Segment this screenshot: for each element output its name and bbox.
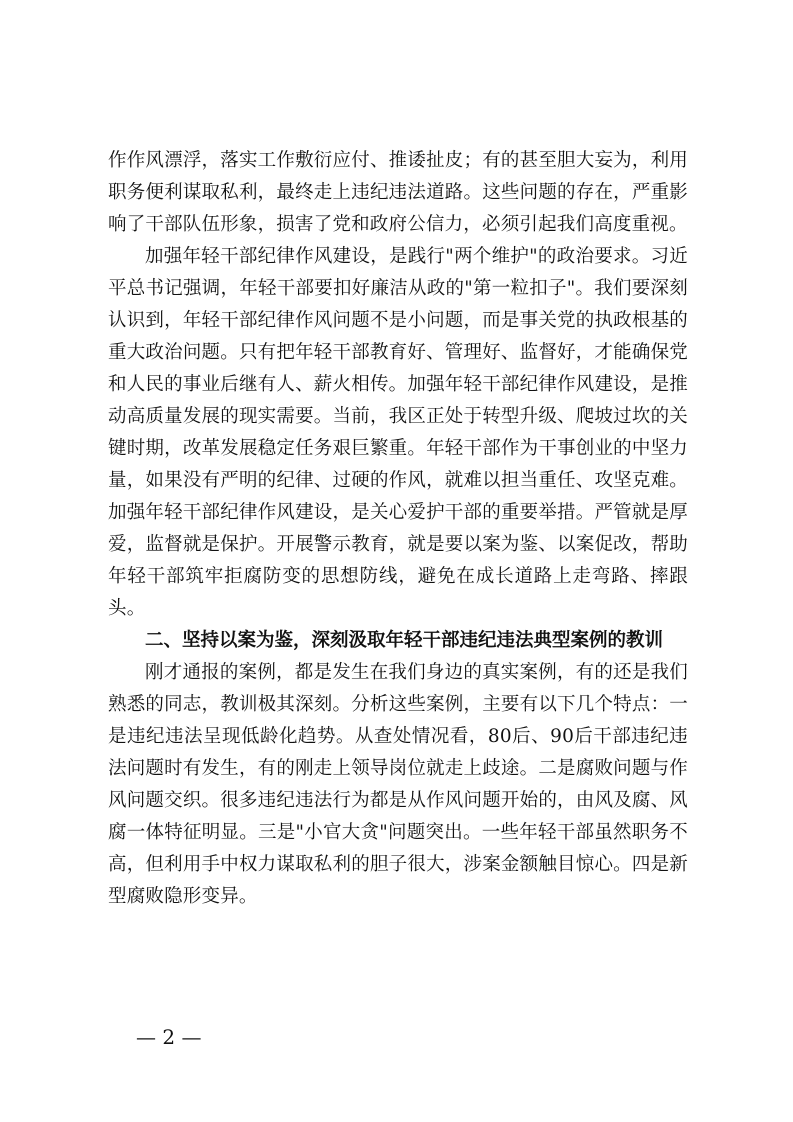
paragraph-continuation: 作作风漂浮，落实工作敷衍应付、推诿扯皮；有的甚至胆大妄为，利用职务便利谋取私利，最终走上违纪违法道路。这些问题的存在，严重影响了干部队伍形象，损害了党和政府公信力，必须引起我们高度重视。 bbox=[108, 150, 688, 235]
page-number: — 2 — bbox=[136, 1025, 202, 1049]
paragraph-case-analysis: 刚才通报的案例，都是发生在我们身边的真实案例，有的还是我们熟悉的同志，教训极其深刻。分析这些案例，主要有以下几个特点：一是违纪违法呈现低龄化趋势。从查处情况看，80后、90后干部违纪违法问题时有发生，有的刚走上领导岗位就走上歧途。二是腐败问题与作风问题交织。很多违纪违法行为都是从作风问题开始的，由风及腐、风腐一体特征明显。三是"小官大贪"问题突出。一些年轻干部虽然职务不高，但利用手中权力谋取私利的胆子很大，涉案金额触目惊心。四是新型腐败隐形变异。 bbox=[108, 662, 688, 907]
paragraph-discipline-importance: 加强年轻干部纪律作风建设，是践行"两个维护"的政治要求。习近平总书记强调，年轻干部要扣好廉洁从政的"第一粒扣子"。我们要深刻认识到，年轻干部纪律作风问题不是小问题，而是事关党的执政根基的重大政治问题。只有把年轻干部教育好、管理好、监督好，才能确保党和人民的事业后继有人、薪火相传。加强年轻干部纪律作风建设，是推动高质量发展的现实需要。当前，我区正处于转型升级、爬坡过坎的关键时期，改革发展稳定任务艰巨繁重。年轻干部作为干事创业的中坚力量，如果没有严明的纪律、过硬的作风，就难以担当重任、攻坚克难。加强年轻干部纪律作风建设，是关心爱护干部的重要举措。严管就是厚爱，监督就是保护。开展警示教育，就是要以案为鉴、以案促改，帮助年轻干部筑牢拒腐防变的思想防线，避免在成长道路上走弯路、摔跟头。 bbox=[108, 246, 688, 619]
document-body bbox=[108, 145, 688, 913]
section-heading-two: 二、坚持以案为鉴，深刻汲取年轻干部违纪违法典型案例的教训 bbox=[145, 630, 664, 651]
